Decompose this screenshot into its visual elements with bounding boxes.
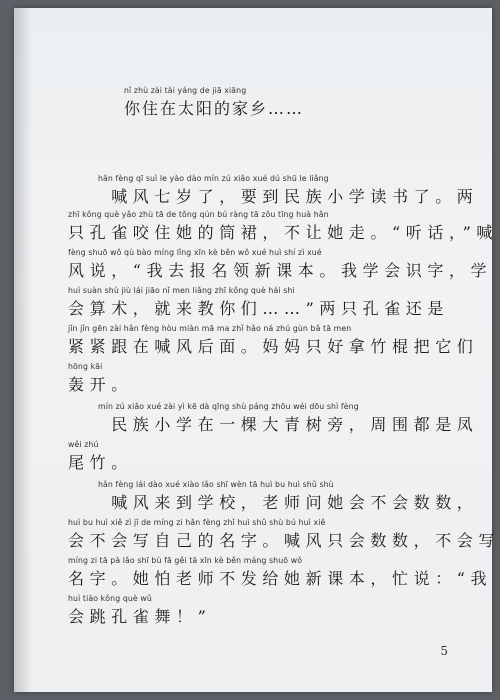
line-pinyin: zhī kǒng què yǎo zhù tā de tǒng qún bú ràng tā zǒu tīng huà hǎn [68,210,329,219]
line-text: 会算术，就来教你们……”两只孔雀还是 [68,299,449,318]
line-text: 会不会写自己的名字。喊风只会数数，不会写 [68,531,500,550]
text-line-9 [68,480,479,516]
line-pinyin: míng zi tā pà lǎo shī bù fā gěi tā xīn kè běn máng shuō wǒ [68,556,303,565]
text-line-10 [68,518,500,554]
line-pinyin: wěi zhú [68,440,99,449]
line-text: 会跳孔雀舞！” [68,607,212,626]
line-pinyin: hǎn fèng qī suì le yào dào mín zú xiǎo xué dú shū le liǎng [98,174,329,183]
line-text: 尾竹。 [68,453,133,472]
title-text: 你住在太阳的家乡…… [124,99,305,118]
text-line-5 [68,324,479,360]
book-page [14,8,500,692]
text-line-12 [68,594,468,630]
line-text: 风说，“我去报名领新课本。我学会识字，学 [68,261,493,280]
line-text: 轰开。 [68,375,133,394]
text-line-2 [68,210,498,246]
line-pinyin: huì suàn shù jiù lái jiāo nǐ men liǎng zhī kǒng què hái shi [68,286,295,295]
text-line-6 [68,362,468,398]
text-line-1 [68,174,479,210]
text-line-8 [68,440,468,476]
line-text: 紧紧跟在喊风后面。妈妈只好拿竹棍把它们 [68,337,479,356]
title-pinyin: nǐ zhù zài tài yáng de jiā xiāng [124,86,247,95]
line-text: 喊风来到学校，老师问她会不会数数， [68,493,479,512]
line-text: 喊风七岁了，要到民族小学读书了。两 [68,187,479,206]
line-text: 名字。她怕老师不发给她新课本，忙说：“我 [68,569,493,588]
line-text: 民族小学在一棵大青树旁，周围都是凤 [68,415,479,434]
text-line-11 [68,556,493,592]
story-title [124,86,464,122]
line-pinyin: mín zú xiǎo xué zài yì kē dà qīng shù páng zhōu wéi dōu shì fèng [98,402,359,411]
line-pinyin: huì tiào kǒng què wǔ [68,594,152,603]
line-pinyin: hǎn fèng lái dào xué xiào lǎo shī wèn tā huì bu huì shǔ shù [98,480,334,489]
line-text: 只孔雀咬住她的筒裙，不让她走。“听话，”喊 [68,223,498,242]
line-pinyin: jǐn jǐn gēn zài hǎn fèng hòu miàn mā ma zhǐ hǎo ná zhú gùn bǎ tā men [68,324,352,333]
line-pinyin: fèng shuō wǒ qù bào míng lǐng xīn kè běn wǒ xué huì shí zì xué [68,248,322,257]
page-number: 5 [440,644,448,658]
line-pinyin: huì bu huì xiě zì jǐ de míng zi hǎn fèng zhǐ huì shǔ shù bú huì xiě [68,518,326,527]
text-line-3 [68,248,493,284]
line-pinyin: hōng kāi [68,362,103,371]
text-line-7 [68,402,479,438]
text-line-4 [68,286,468,322]
page-fold-shadow [14,8,32,692]
